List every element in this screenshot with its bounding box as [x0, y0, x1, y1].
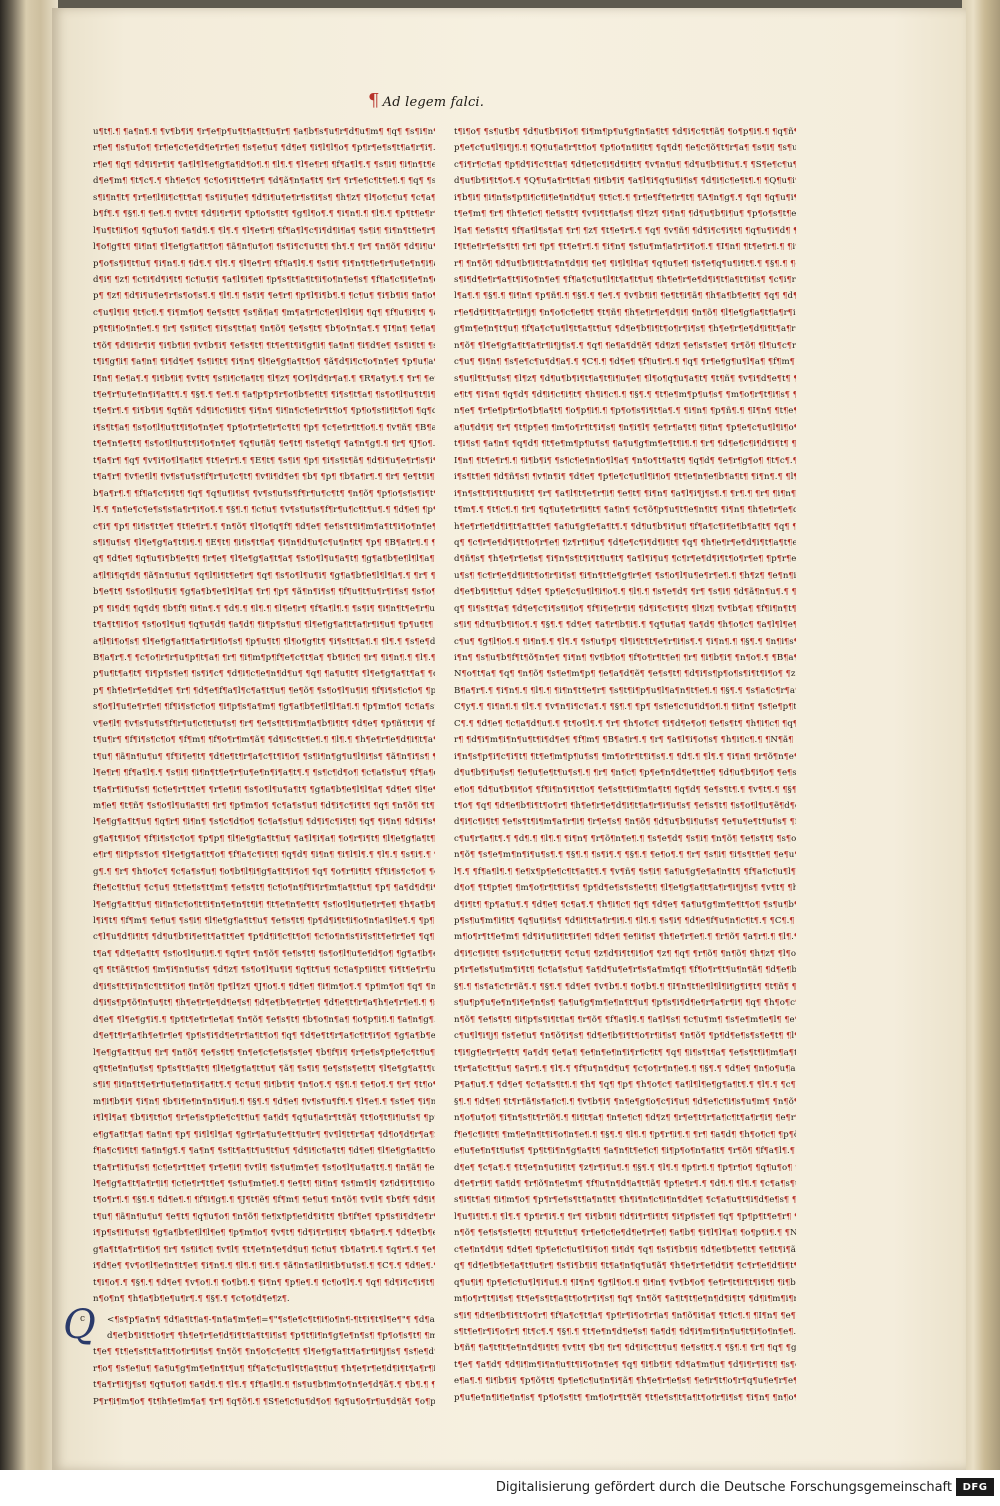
text-line: a¶u¶d¶i¶ ¶r¶ ¶t¶p¶e¶ ¶m¶o¶r¶t¶i¶s¶ ¶n¶i¶l¶ ¶e¶r¶a¶t¶ ¶i¶n¶ ¶p¶e¶c¶u¶l¶i¶o	[454, 422, 794, 433]
text-line: h¶e¶r¶e¶d¶i¶t¶a¶t¶e¶ ¶a¶u¶g¶e¶a¶t¶.¶ ¶d¶u¶b¶i¶u¶ ¶f¶a¶c¶i¶e¶b¶a¶t¶ ¶q¶	[454, 521, 790, 532]
text-line: l¶e¶g¶a¶t¶a¶r¶i¶ ¶c¶e¶r¶t¶e¶ ¶s¶u¶m¶e¶.¶ ¶e¶t¶ ¶i¶n¶ ¶s¶m¶l¶ ¶z¶d¶i¶t¶i¶o	[93, 1179, 435, 1189]
text-line: d¶i¶c¶i¶t¶ ¶s¶i¶c¶u¶t¶i¶ ¶c¶u¶ ¶z¶d¶i¶t¶i¶o¶ ¶z¶ ¶q¶ ¶r¶õ¶ ¶n¶õ¶ ¶h¶z¶ ¶l¶o	[454, 948, 796, 959]
text-line: n¶õ¶ ¶e¶s¶t¶ ¶i¶p¶s¶i¶t¶a¶ ¶r¶õ¶ ¶f¶a¶l¶.¶ ¶a¶l¶s¶ ¶c¶u¶m¶ ¶s¶e¶m¶e¶l¶ ¶e	[454, 1014, 795, 1025]
text-line: c¶i¶r¶c¶a¶ ¶p¶d¶i¶c¶t¶a¶ ¶d¶e¶c¶i¶d¶i¶t¶ ¶v¶n¶u¶ ¶d¶u¶b¶i¶u¶.¶ ¶S¶e¶c¶u	[454, 159, 793, 170]
text-line: I¶t¶e¶r¶e¶s¶t¶ ¶r¶ ¶p¶ ¶t¶e¶r¶.¶ ¶i¶n¶ ¶s¶u¶m¶a¶r¶i¶o¶.¶ ¶I¶n¶ ¶t¶e¶r¶.¶ ¶i	[454, 242, 795, 253]
text-line: n¶õ¶ ¶l¶e¶g¶a¶t¶a¶r¶i¶j¶s¶.¶ ¶q¶ ¶e¶a¶d¶ẽ¶ ¶d¶z¶ ¶e¶s¶s¶e¶ ¶r¶õ¶ ¶l¶u¶c¶r	[454, 340, 796, 351]
text-line: t¶e¶r¶u¶e¶n¶i¶a¶t¶.¶ ¶§¶.¶ ¶e¶.¶ ¶a¶p¶p¶r¶o¶b¶e¶t¶ ¶i¶s¶t¶a¶ ¶s¶o¶l¶u¶t¶i¶	[93, 390, 435, 400]
text-line: B¶a¶r¶.¶ ¶c¶o¶r¶r¶u¶p¶t¶a¶ ¶r¶ ¶i¶m¶p¶f¶e¶c¶t¶a¶ ¶b¶i¶c¶ ¶r¶ ¶i¶n¶.¶ ¶l¶.	[93, 653, 431, 663]
text-line: p¶s¶u¶m¶i¶t¶ ¶q¶u¶i¶s¶ ¶d¶i¶t¶a¶r¶i¶.¶ ¶l¶.¶ ¶s¶i¶ ¶d¶e¶f¶u¶n¶c¶t¶.¶ ¶C¶.¶	[454, 916, 795, 926]
text-line: d¶o¶ ¶t¶p¶e¶ ¶m¶o¶r¶t¶i¶s¶ ¶p¶d¶e¶s¶s¶e¶t¶ ¶l¶e¶g¶a¶t¶a¶r¶i¶j¶s¶ ¶v¶t¶ ¶h	[454, 883, 796, 894]
text-line: v¶e¶l¶ ¶v¶s¶u¶s¶f¶r¶u¶c¶t¶u¶s¶ ¶r¶ ¶e¶s¶t¶i¶m¶a¶b¶i¶t¶ ¶d¶e¶ ¶p¶ñ¶t¶i¶ ¶f	[93, 718, 435, 729]
text-line: s¶i¶ ¶d¶e¶b¶i¶t¶o¶r¶ ¶f¶a¶c¶t¶a¶ ¶p¶r¶i¶o¶r¶a¶ ¶n¶õ¶i¶a¶ ¶t¶c¶.¶ ¶I¶n¶ ¶e¶	[454, 1310, 796, 1321]
left-page-edge	[0, 0, 58, 1470]
text-line: t¶e¶n¶e¶t¶ ¶s¶o¶l¶u¶t¶i¶o¶n¶e¶ ¶q¶u¶ã¶ ¶e¶t¶ ¶s¶e¶q¶ ¶a¶n¶g¶.¶ ¶r¶ ¶J¶o¶.	[93, 439, 435, 450]
text-line: c¶u¶ ¶i¶n¶ ¶s¶e¶c¶u¶d¶a¶.¶ ¶C¶.¶ ¶d¶e¶ ¶f¶u¶r¶.¶ ¶q¶ ¶r¶e¶g¶u¶l¶a¶ ¶f¶m¶	[454, 357, 795, 368]
text-line: s¶i¶d¶e¶r¶a¶t¶i¶o¶n¶e¶ ¶f¶a¶c¶u¶l¶t¶a¶t¶u¶ ¶h¶e¶r¶e¶d¶i¶t¶a¶t¶i¶s¶ ¶c¶i¶r	[454, 274, 796, 285]
text-line: p¶ ¶i¶d¶ ¶q¶d¶ ¶b¶f¶ ¶i¶n¶.¶ ¶d¶.¶ ¶l¶.¶ ¶l¶e¶r¶ ¶f¶a¶l¶.¶ ¶s¶i¶ ¶i¶n¶t¶e¶r¶u	[93, 603, 435, 614]
text-line: l¶e¶g¶a¶t¶u¶ ¶r¶ ¶n¶õ¶ ¶e¶s¶t¶ ¶n¶e¶c¶e¶s¶s¶e¶ ¶b¶f¶i¶ ¶r¶e¶s¶p¶e¶c¶t¶u¶	[93, 1047, 435, 1058]
text-line: t¶a¶t¶i¶o¶ ¶s¶o¶l¶u¶ ¶q¶u¶d¶ ¶a¶d¶ ¶i¶p¶s¶u¶ ¶l¶e¶g¶a¶t¶a¶r¶i¶u¶ ¶p¶u¶t¶	[93, 620, 434, 631]
text-line: t¶a¶r¶ ¶v¶e¶l¶ ¶v¶s¶u¶s¶f¶r¶u¶c¶t¶ ¶v¶i¶d¶e¶ ¶b¶ ¶p¶ ¶b¶a¶r¶.¶ ¶r¶ ¶e¶t¶i¶	[93, 472, 435, 483]
text-line: t¶r¶a¶c¶t¶u¶ ¶a¶r¶.¶ ¶l¶.¶ ¶f¶u¶n¶d¶u¶ ¶c¶o¶r¶n¶e¶.¶ ¶§¶.¶ ¶d¶e¶ ¶n¶o¶u¶a	[454, 1063, 796, 1074]
text-line: q¶ ¶d¶e¶b¶e¶a¶t¶u¶r¶ ¶s¶i¶b¶i¶ ¶t¶a¶n¶q¶u¶ã¶ ¶h¶e¶r¶e¶d¶i¶ ¶c¶r¶e¶d¶i¶t	[454, 1261, 794, 1272]
text-line: i¶n¶ ¶s¶u¶b¶f¶t¶õ¶n¶e¶ ¶i¶n¶ ¶v¶b¶o¶ ¶f¶o¶r¶t¶e¶ ¶r¶ ¶i¶b¶i¶ ¶n¶o¶.¶ ¶B¶a	[454, 653, 794, 663]
text-line: e¶a¶.¶ ¶i¶b¶i¶ ¶p¶õ¶t¶ ¶p¶e¶c¶u¶n¶i¶ã¶ ¶h¶e¶r¶e¶s¶ ¶e¶r¶t¶o¶r¶q¶u¶e¶r¶e	[454, 1376, 793, 1387]
text-line: §¶.¶ ¶s¶a¶c¶r¶ã¶.¶ ¶§¶.¶ ¶d¶e¶ ¶v¶b¶.¶ ¶o¶b¶.¶ ¶I¶n¶t¶e¶l¶l¶i¶g¶i¶t¶ ¶t¶ñ¶	[454, 981, 789, 992]
text-line: s¶o¶l¶u¶e¶r¶e¶ ¶f¶i¶s¶c¶o¶ ¶i¶p¶s¶a¶m¶ ¶g¶a¶b¶e¶l¶l¶a¶.¶ ¶p¶m¶o¶ ¶c¶a¶s	[93, 702, 435, 713]
text-line: i¶l¶l¶a¶ ¶b¶i¶t¶o¶ ¶r¶e¶s¶p¶e¶c¶t¶u¶ ¶a¶d¶ ¶q¶u¶a¶r¶t¶ã¶ ¶t¶o¶t¶i¶u¶s¶ ¶p	[93, 1113, 434, 1124]
text-line: d¶i¶s¶t¶i¶n¶c¶t¶i¶o¶ ¶n¶õ¶ ¶p¶l¶z¶ ¶J¶o¶.¶ ¶d¶e¶ ¶i¶m¶o¶.¶ ¶p¶m¶o¶ ¶q¶ ¶n	[93, 981, 435, 992]
text-line: l¶e¶g¶a¶t¶u¶ ¶i¶n¶c¶o¶t¶i¶n¶e¶n¶t¶i¶ ¶t¶e¶n¶e¶t¶ ¶s¶o¶l¶u¶e¶r¶e¶ ¶h¶a¶b	[93, 899, 431, 910]
text-line: t¶i¶s¶ ¶a¶n¶ ¶q¶d¶ ¶t¶e¶m¶p¶u¶s¶ ¶a¶u¶g¶m¶e¶t¶i¶.¶ ¶r¶ ¶d¶e¶c¶i¶d¶i¶t¶ ¶	[454, 439, 796, 450]
text-line: c¶u¶l¶i¶ ¶t¶c¶.¶ ¶i¶m¶o¶ ¶e¶s¶t¶ ¶s¶ñ¶a¶ ¶m¶a¶r¶c¶e¶l¶l¶i¶ ¶q¶ ¶f¶u¶i¶t¶ ¶	[93, 307, 434, 318]
text-line: q¶ ¶c¶r¶e¶d¶i¶t¶o¶r¶e¶ ¶z¶r¶i¶u¶ ¶d¶e¶c¶i¶d¶i¶t¶ ¶q¶ ¶h¶e¶r¶e¶d¶i¶t¶a¶t¶e	[454, 537, 796, 548]
text-line: s¶i¶ ¶i¶n¶t¶e¶r¶u¶e¶n¶i¶a¶t¶.¶ ¶c¶u¶ ¶i¶b¶i¶ ¶n¶o¶.¶ ¶§¶.¶ ¶e¶o¶.¶ ¶r¶ ¶t¶o	[93, 1080, 433, 1091]
text-line: t¶m¶.¶ ¶t¶c¶.¶ ¶r¶ ¶q¶u¶e¶r¶i¶t¶ ¶a¶n¶ ¶c¶õ¶p¶u¶t¶e¶n¶t¶ ¶i¶n¶ ¶h¶e¶r¶e¶d	[454, 505, 796, 516]
text-line: l¶.¶ ¶n¶e¶c¶e¶s¶s¶a¶r¶i¶o¶.¶ ¶§¶.¶ ¶c¶u¶ ¶v¶s¶u¶s¶f¶r¶u¶c¶t¶u¶.¶ ¶d¶e¶ ¶p	[93, 505, 433, 516]
text-line: m¶o¶r¶t¶e¶m¶ ¶d¶i¶u¶i¶t¶i¶e¶ ¶d¶e¶ ¶e¶i¶s¶ ¶h¶e¶r¶e¶.¶ ¶r¶õ¶ ¶a¶r¶.¶ ¶l¶.	[454, 932, 794, 943]
pilcrow-icon: ¶	[368, 90, 380, 111]
text-line: p¶ ¶h¶e¶r¶e¶d¶e¶ ¶r¶ ¶d¶e¶f¶a¶l¶c¶a¶t¶u¶ ¶e¶õ¶ ¶s¶o¶l¶u¶i¶ ¶f¶i¶s¶c¶o¶ ¶p	[93, 685, 435, 696]
funding-credit: Digitalisierung gefördert durch die Deutsche Forschungsgemeinschaft	[495, 1480, 952, 1495]
text-line: N¶o¶t¶a¶ ¶q¶ ¶n¶õ¶ ¶s¶e¶m¶p¶ ¶e¶a¶d¶ẽ¶ ¶e¶s¶t¶ ¶d¶i¶s¶p¶o¶s¶i¶t¶i¶o¶ ¶z	[454, 669, 796, 680]
text-line: d¶i¶c¶i¶t¶ ¶e¶s¶t¶i¶m¶a¶r¶i¶ ¶r¶e¶s¶ ¶n¶õ¶ ¶d¶u¶b¶i¶u¶s¶ ¶e¶u¶e¶t¶u¶s¶ ¶	[454, 817, 795, 828]
text-line: b¶e¶t¶ ¶s¶o¶l¶u¶i¶ ¶g¶a¶b¶e¶l¶l¶a¶ ¶r¶ ¶p¶ ¶ã¶n¶i¶s¶ ¶f¶u¶t¶u¶r¶i¶s¶ ¶s¶o	[93, 587, 432, 598]
left-text-column	[93, 124, 435, 1410]
text-line: u¶t¶.¶ ¶a¶n¶.¶ ¶v¶b¶i¶ ¶r¶e¶p¶u¶t¶a¶t¶u¶r¶ ¶a¶b¶s¶u¶r¶d¶u¶m¶ ¶q¶ ¶s¶i¶n	[93, 127, 433, 137]
running-header	[368, 90, 484, 111]
text-line: p¶t¶i¶o¶n¶e¶.¶ ¶r¶ ¶s¶i¶c¶ ¶i¶s¶t¶a¶ ¶n¶õ¶ ¶e¶s¶t¶ ¶b¶o¶n¶a¶.¶ ¶I¶n¶ ¶e¶a	[93, 324, 431, 335]
text-line: g¶a¶t¶a¶r¶i¶o¶ ¶r¶ ¶s¶i¶c¶ ¶v¶l¶ ¶t¶e¶n¶e¶d¶u¶ ¶c¶u¶ ¶b¶a¶r¶.¶ ¶q¶r¶.¶ ¶e	[93, 1244, 432, 1255]
text-line: q¶u¶i¶ ¶p¶e¶c¶u¶l¶i¶u¶.¶ ¶I¶n¶ ¶g¶l¶o¶.¶ ¶i¶n¶ ¶v¶b¶o¶ ¶e¶r¶t¶i¶t¶i¶t¶ ¶i¶b	[454, 1277, 796, 1288]
text-line: n¶õ¶ ¶s¶e¶m¶n¶i¶u¶s¶.¶ ¶§¶.¶ ¶s¶i¶.¶ ¶§¶.¶ ¶e¶o¶.¶ ¶r¶ ¶s¶i¶ ¶i¶s¶t¶e¶ ¶e¶u	[454, 850, 795, 861]
text-line: s¶u¶p¶u¶e¶n¶i¶e¶n¶s¶ ¶a¶u¶g¶m¶e¶n¶t¶u¶ ¶p¶s¶i¶d¶e¶r¶a¶r¶i¶ ¶q¶ ¶h¶o¶c	[454, 998, 795, 1009]
text-line: a¶l¶i¶o¶s¶ ¶l¶e¶g¶a¶t¶a¶r¶i¶o¶s¶ ¶p¶u¶t¶ ¶l¶o¶g¶t¶ ¶i¶s¶t¶a¶.¶ ¶l¶.¶ ¶s¶e¶d	[93, 636, 435, 647]
initial-capital: Q	[63, 1302, 96, 1348]
text-line: l¶e¶g¶a¶t¶u¶ ¶q¶r¶ ¶i¶n¶ ¶s¶c¶d¶o¶ ¶c¶a¶s¶u¶ ¶d¶i¶c¶i¶t¶ ¶q¶ ¶i¶n¶ ¶d¶i¶s	[93, 817, 433, 828]
text-line: d¶e¶b¶i¶t¶u¶ ¶d¶e¶ ¶p¶e¶c¶u¶l¶i¶o¶.¶ ¶l¶.¶ ¶s¶e¶d¶ ¶r¶ ¶s¶i¶ ¶d¶ã¶n¶u¶.¶	[454, 587, 789, 598]
text-line: b¶a¶r¶.¶ ¶f¶a¶c¶i¶t¶ ¶q¶ ¶q¶u¶i¶s¶ ¶v¶s¶u¶s¶f¶r¶u¶c¶t¶ ¶n¶õ¶ ¶p¶o¶s¶s¶i¶t	[93, 488, 434, 499]
text-line: r¶e¶ ¶s¶u¶o¶ ¶r¶e¶c¶e¶d¶e¶r¶e¶ ¶s¶e¶u¶ ¶d¶e¶ ¶i¶l¶l¶o¶ ¶p¶r¶e¶s¶t¶a¶r¶i¶	[93, 143, 433, 154]
text-line: c¶e¶n¶d¶i¶ ¶d¶e¶ ¶p¶e¶c¶u¶l¶i¶o¶ ¶i¶d¶ ¶q¶ ¶s¶i¶b¶i¶ ¶d¶e¶b¶e¶t¶ ¶e¶t¶i¶ã	[454, 1244, 796, 1255]
text-line: m¶i¶b¶i¶ ¶i¶n¶ ¶b¶i¶e¶n¶n¶i¶u¶.¶ ¶§¶.¶ ¶d¶e¶ ¶v¶s¶u¶f¶.¶ ¶l¶e¶.¶ ¶s¶e¶ ¶i¶n	[93, 1096, 435, 1107]
text-line: l¶o¶g¶t¶ ¶i¶n¶ ¶l¶e¶g¶a¶t¶o¶ ¶ã¶n¶u¶o¶ ¶s¶i¶c¶u¶t¶ ¶h¶.¶ ¶r¶ ¶n¶õ¶ ¶d¶i¶u	[93, 242, 433, 253]
text-line: l¶a¶.¶ ¶§¶.¶ ¶i¶n¶ ¶p¶ñ¶.¶ ¶§¶.¶ ¶e¶.¶ ¶v¶b¶i¶ ¶e¶t¶i¶ã¶ ¶h¶a¶b¶e¶t¶ ¶q¶ ¶d	[454, 291, 793, 302]
text-line: q¶ ¶d¶e¶ ¶q¶u¶i¶b¶e¶t¶ ¶r¶e¶ ¶l¶e¶g¶a¶t¶a¶ ¶s¶o¶l¶u¶a¶t¶ ¶g¶a¶b¶e¶l¶l¶a¶	[93, 554, 435, 565]
text-line: s¶u¶l¶t¶u¶s¶ ¶l¶z¶ ¶d¶u¶b¶i¶t¶a¶t¶i¶u¶e¶ ¶l¶o¶q¶u¶a¶t¶ ¶t¶ñ¶ ¶v¶i¶d¶e¶t¶	[454, 373, 791, 384]
text-line: d¶u¶b¶i¶t¶o¶.¶ ¶Q¶u¶a¶r¶t¶a¶ ¶i¶b¶i¶ ¶a¶l¶i¶q¶u¶i¶s¶ ¶d¶i¶c¶e¶t¶.¶ ¶Q¶u¶i	[454, 176, 795, 187]
text-line: g¶m¶e¶n¶t¶u¶ ¶f¶a¶c¶u¶l¶t¶a¶t¶u¶ ¶d¶e¶b¶i¶t¶o¶r¶i¶s¶ ¶h¶e¶r¶e¶d¶i¶t¶a¶r	[454, 324, 796, 335]
text-line: t¶a¶r¶i¶u¶s¶ ¶c¶e¶r¶t¶e¶ ¶r¶e¶i¶ ¶v¶l¶ ¶s¶u¶m¶e¶ ¶s¶o¶l¶u¶a¶t¶.¶ ¶n¶ã¶ ¶e	[93, 1162, 435, 1173]
text-line: I¶n¶ ¶t¶e¶r¶.¶ ¶i¶b¶i¶ ¶s¶c¶e¶n¶o¶l¶a¶ ¶n¶o¶t¶a¶t¶ ¶q¶d¶ ¶e¶r¶g¶o¶ ¶t¶c¶.	[454, 455, 793, 466]
text-line: s¶i¶ ¶d¶u¶b¶i¶o¶.¶ ¶§¶.¶ ¶d¶e¶ ¶a¶r¶b¶i¶.¶ ¶q¶u¶a¶ ¶a¶d¶ ¶h¶o¶c¶ ¶a¶l¶l¶e	[454, 620, 793, 631]
text-line: r¶e¶ ¶q¶ ¶d¶i¶r¶i¶ ¶a¶l¶l¶e¶g¶a¶d¶o¶.¶ ¶l¶.¶ ¶l¶e¶r¶ ¶f¶a¶l¶.¶ ¶s¶i¶ ¶i¶n¶t¶e	[93, 159, 435, 170]
text-line: s¶i¶t¶a¶ ¶i¶m¶o¶ ¶p¶r¶e¶s¶t¶a¶n¶t¶ ¶h¶i¶n¶c¶i¶n¶d¶e¶ ¶c¶a¶u¶t¶i¶d¶e¶s¶	[454, 1195, 790, 1206]
text-line: p¶e¶c¶u¶l¶i¶j¶.¶ ¶Q¶u¶a¶r¶t¶o¶ ¶p¶o¶n¶i¶t¶ ¶q¶d¶ ¶e¶c¶õ¶t¶r¶a¶ ¶s¶i¶ ¶s¶u	[454, 143, 796, 154]
text-line: t¶i¶o¶ ¶s¶u¶b¶ ¶d¶u¶b¶i¶o¶ ¶i¶m¶p¶u¶g¶n¶a¶t¶ ¶d¶i¶c¶t¶ã¶ ¶o¶p¶i¶.¶ ¶q¶ñ	[454, 127, 794, 137]
text-line: e¶g¶a¶t¶a¶ ¶a¶n¶ ¶p¶ ¶i¶l¶l¶a¶ ¶g¶r¶a¶u¶e¶t¶u¶r¶ ¶v¶l¶t¶r¶a¶ ¶d¶o¶d¶r¶a¶	[93, 1129, 435, 1140]
text-line: c¶i¶ ¶p¶ ¶i¶s¶t¶e¶ ¶t¶e¶r¶.¶ ¶n¶õ¶ ¶l¶o¶q¶f¶ ¶d¶e¶ ¶e¶s¶t¶i¶m¶a¶t¶i¶o¶n¶e	[93, 521, 432, 532]
text-line: d¶e¶r¶i¶ ¶a¶d¶ ¶r¶õ¶n¶e¶m¶ ¶f¶u¶n¶d¶a¶t¶ã¶ ¶p¶e¶r¶.¶ ¶d¶.¶ ¶l¶.¶ ¶c¶a¶s¶	[454, 1179, 795, 1189]
text-line: t¶o¶r¶.¶ ¶§¶.¶ ¶d¶e¶.¶ ¶f¶i¶g¶.¶ ¶J¶t¶ẽ¶ ¶f¶m¶ ¶e¶u¶ ¶n¶õ¶ ¶v¶l¶ ¶b¶f¶ ¶d¶i	[93, 1195, 432, 1206]
text-line: m¶e¶ ¶t¶ñ¶ ¶s¶o¶l¶u¶a¶t¶ ¶r¶ ¶p¶m¶o¶ ¶c¶a¶s¶u¶ ¶d¶i¶c¶i¶t¶ ¶q¶ ¶n¶õ¶ ¶t¶	[93, 800, 435, 811]
text-line: p¶r¶e¶s¶u¶m¶i¶t¶ ¶c¶a¶s¶u¶ ¶a¶d¶u¶e¶r¶s¶a¶m¶q¶ ¶f¶o¶r¶t¶u¶n¶ã¶ ¶d¶e¶b	[454, 965, 796, 976]
text-line: d¶e¶ ¶c¶a¶.¶ ¶t¶e¶n¶u¶i¶t¶ ¶z¶r¶i¶u¶.¶ ¶§¶.¶ ¶l¶.¶ ¶p¶r¶.¶ ¶p¶r¶o¶ ¶q¶u¶o¶	[454, 1162, 793, 1173]
text-line: g¶.¶ ¶r¶ ¶h¶o¶c¶ ¶c¶a¶s¶u¶ ¶o¶b¶l¶i¶g¶a¶t¶i¶o¶ ¶q¶ ¶o¶r¶i¶t¶ ¶f¶i¶s¶c¶o¶ ¶	[93, 866, 435, 877]
text-line: g¶a¶t¶i¶o¶ ¶f¶i¶s¶c¶o¶ ¶p¶p¶ ¶l¶e¶g¶a¶t¶u¶ ¶a¶l¶i¶a¶ ¶o¶r¶i¶t¶ ¶l¶e¶g¶a¶t¶	[93, 833, 435, 844]
text-line: f¶e¶c¶i¶t¶ ¶m¶e¶n¶t¶i¶o¶n¶e¶.¶ ¶§¶.¶ ¶l¶.¶ ¶p¶r¶i¶.¶ ¶r¶ ¶a¶d¶ ¶h¶o¶c¶ ¶p¶	[454, 1129, 794, 1140]
text-line: P¶r¶i¶m¶o¶ ¶t¶h¶e¶m¶a¶ ¶r¶ ¶q¶õ¶.¶ ¶S¶e¶c¶u¶d¶o¶ ¶q¶u¶o¶r¶u¶d¶ã¶ ¶o¶p	[93, 1396, 435, 1407]
text-line: d¶ñ¶s¶ ¶h¶e¶r¶e¶s¶ ¶i¶n¶s¶t¶i¶t¶u¶t¶ ¶a¶l¶i¶u¶ ¶c¶r¶e¶d¶i¶t¶o¶r¶e¶ ¶p¶r¶e	[454, 554, 796, 565]
text-line: l¶e¶r¶ ¶f¶a¶l¶.¶ ¶s¶i¶ ¶i¶n¶t¶e¶r¶u¶e¶n¶i¶a¶t¶.¶ ¶s¶c¶d¶o¶ ¶c¶a¶s¶u¶ ¶f¶a¶	[93, 768, 434, 779]
text-line: d¶e¶t¶r¶a¶h¶e¶r¶e¶ ¶p¶s¶i¶d¶e¶r¶a¶t¶o¶ ¶q¶ ¶d¶e¶t¶r¶a¶c¶t¶i¶o¶ ¶g¶a¶b¶e	[93, 1031, 435, 1042]
text-line: t¶i¶o¶.¶ ¶§¶.¶ ¶d¶e¶ ¶v¶o¶.¶ ¶o¶b¶.¶ ¶i¶n¶ ¶p¶e¶.¶ ¶c¶o¶l¶.¶ ¶q¶ ¶d¶i¶c¶i¶t¶	[93, 1277, 435, 1288]
text-line: e¶o¶ ¶d¶u¶b¶i¶o¶ ¶f¶i¶n¶i¶t¶o¶ ¶e¶s¶t¶i¶m¶a¶t¶ ¶q¶d¶ ¶e¶s¶t¶.¶ ¶v¶t¶.¶ ¶§	[454, 784, 792, 795]
text-line: b¶ñ¶ ¶a¶t¶t¶e¶n¶d¶i¶t¶ ¶v¶t¶ ¶b¶ ¶r¶ ¶d¶i¶c¶t¶u¶ ¶e¶s¶t¶.¶ ¶§¶.¶ ¶r¶ ¶q¶ ¶g	[454, 1343, 796, 1354]
text-line: r¶ ¶n¶õ¶ ¶d¶u¶b¶i¶t¶a¶n¶d¶i¶ ¶e¶ ¶i¶l¶l¶a¶ ¶q¶u¶e¶ ¶s¶e¶q¶u¶i¶t¶.¶ ¶§¶.¶ ¶	[454, 258, 796, 269]
text-line: t¶u¶r¶ ¶f¶i¶s¶c¶o¶ ¶f¶m¶ ¶f¶o¶r¶m¶ã¶ ¶d¶i¶c¶t¶e¶.¶ ¶l¶.¶ ¶h¶e¶r¶e¶d¶i¶t¶a	[93, 735, 433, 746]
text-line: t¶i¶g¶i¶ ¶a¶n¶ ¶i¶d¶e¶ ¶s¶i¶t¶ ¶i¶n¶ ¶l¶e¶g¶a¶t¶o¶ ¶ã¶d¶i¶c¶o¶n¶e¶ ¶p¶u¶a	[93, 357, 434, 368]
text-line: i¶s¶t¶e¶ ¶d¶ñ¶s¶ ¶v¶n¶i¶ ¶d¶e¶ ¶p¶e¶c¶u¶l¶i¶o¶ ¶t¶e¶n¶e¶b¶a¶t¶ ¶i¶n¶.¶ ¶l	[454, 472, 794, 483]
text-line: q¶ ¶i¶s¶t¶a¶ ¶d¶e¶c¶i¶s¶i¶o¶ ¶f¶i¶e¶r¶i¶ ¶d¶i¶c¶i¶t¶ ¶l¶z¶ ¶v¶b¶a¶ ¶f¶i¶n¶t	[454, 603, 792, 614]
text-line: l¶u¶t¶i¶o¶ ¶q¶u¶o¶ ¶a¶d¶.¶ ¶l¶.¶ ¶l¶e¶r¶ ¶f¶a¶l¶c¶i¶d¶i¶a¶ ¶s¶i¶ ¶i¶n¶t¶e¶r	[93, 225, 431, 236]
text-line: t¶õ¶ ¶d¶i¶r¶i¶ ¶i¶b¶i¶ ¶v¶b¶i¶ ¶e¶s¶t¶ ¶t¶e¶t¶i¶g¶i¶ ¶a¶n¶ ¶i¶d¶e¶ ¶s¶i¶t¶ ¶	[93, 340, 434, 351]
text-line: i¶b¶i¶ ¶i¶n¶s¶p¶i¶c¶i¶e¶n¶d¶u¶ ¶t¶c¶.¶ ¶r¶e¶f¶e¶r¶t¶ ¶A¶n¶g¶.¶ ¶q¶ ¶q¶u¶i	[454, 192, 794, 203]
text-line: m¶o¶r¶t¶i¶s¶ ¶t¶e¶s¶t¶a¶t¶o¶r¶i¶s¶ ¶q¶ ¶n¶õ¶ ¶a¶t¶t¶e¶n¶d¶i¶t¶ ¶d¶i¶m¶i¶	[454, 1294, 794, 1305]
text-line: d¶e¶ ¶l¶e¶g¶i¶.¶ ¶p¶t¶e¶r¶e¶a¶ ¶n¶õ¶ ¶e¶s¶t¶ ¶b¶o¶n¶a¶ ¶o¶p¶i¶.¶ ¶a¶n¶g¶	[93, 1014, 434, 1025]
text-line: I¶n¶ ¶e¶a¶.¶ ¶i¶b¶i¶ ¶v¶t¶ ¶s¶i¶c¶a¶t¶ ¶l¶z¶ ¶O¶l¶d¶r¶a¶.¶ ¶R¶a¶y¶.¶ ¶r¶ ¶e	[93, 373, 435, 384]
text-line: t¶a¶r¶i¶j¶s¶ ¶q¶u¶o¶ ¶a¶d¶.¶ ¶l¶.¶ ¶f¶a¶l¶.¶ ¶s¶u¶b¶m¶o¶n¶e¶d¶ã¶.¶ ¶b¶.¶	[93, 1380, 429, 1391]
text-line: t¶i¶g¶e¶r¶e¶t¶ ¶a¶d¶ ¶e¶a¶ ¶e¶n¶e¶n¶i¶r¶c¶t¶ ¶q¶ ¶i¶s¶t¶a¶ ¶e¶s¶t¶i¶m¶a¶t	[454, 1047, 796, 1058]
text-line: i¶s¶t¶a¶ ¶s¶o¶l¶u¶t¶i¶o¶n¶e¶ ¶p¶o¶r¶e¶r¶c¶t¶ ¶p¶ ¶c¶e¶r¶t¶o¶.¶ ¶v¶ñ¶ ¶B¶a	[93, 422, 435, 433]
text-line: p¶ ¶z¶ ¶d¶i¶u¶e¶r¶s¶o¶s¶.¶ ¶l¶.¶ ¶s¶i¶ ¶e¶r¶ ¶p¶l¶i¶b¶.¶ ¶c¶u¶ ¶i¶b¶i¶ ¶n¶o	[93, 291, 433, 302]
right-page-edge	[962, 0, 1000, 1470]
text-line: u¶s¶ ¶c¶r¶e¶d¶i¶t¶o¶r¶i¶s¶ ¶i¶n¶t¶e¶g¶r¶e¶ ¶s¶o¶l¶u¶e¶r¶e¶.¶ ¶h¶z¶ ¶e¶n¶i	[454, 570, 796, 581]
text-line: t¶a¶r¶i¶u¶s¶ ¶c¶e¶r¶t¶e¶ ¶r¶e¶i¶ ¶s¶o¶l¶u¶a¶t¶ ¶g¶a¶b¶e¶l¶l¶a¶ ¶d¶e¶ ¶l¶e	[93, 784, 433, 795]
text-line: l¶.¶ ¶f¶a¶l¶.¶ ¶e¶x¶p¶e¶c¶t¶a¶t¶.¶ ¶v¶ñ¶ ¶s¶i¶ ¶a¶u¶g¶e¶a¶n¶t¶ ¶f¶a¶c¶u¶l¶	[454, 866, 796, 877]
text-line: i¶n¶s¶t¶i¶t¶u¶i¶t¶ ¶r¶ ¶a¶l¶t¶e¶r¶i¶ ¶e¶t¶ ¶i¶n¶ ¶a¶l¶i¶j¶s¶.¶ ¶r¶.¶ ¶r¶ ¶i¶n¶	[454, 488, 796, 499]
text-line: t¶u¶ ¶ã¶n¶u¶u¶ ¶e¶t¶ ¶q¶u¶o¶ ¶n¶õ¶ ¶e¶x¶p¶e¶d¶i¶t¶ ¶b¶f¶e¶ ¶p¶s¶i¶d¶e¶r	[93, 1211, 433, 1222]
text-line: t¶a¶ ¶d¶e¶a¶t¶ ¶s¶o¶l¶u¶i¶.¶ ¶q¶r¶ ¶n¶õ¶ ¶e¶s¶t¶ ¶s¶o¶l¶u¶e¶d¶o¶ ¶g¶a¶b¶	[93, 948, 433, 959]
text-line: s¶i¶u¶s¶ ¶l¶e¶g¶a¶t¶i¶.¶ ¶E¶t¶ ¶i¶s¶t¶a¶ ¶i¶n¶d¶u¶c¶u¶n¶t¶ ¶p¶ ¶B¶a¶r¶.¶	[93, 537, 429, 548]
text-line: d¶e¶m¶ ¶t¶c¶.¶ ¶h¶e¶c¶ ¶c¶o¶i¶t¶e¶r¶ ¶d¶ã¶n¶a¶t¶ ¶r¶ ¶r¶e¶c¶t¶e¶.¶ ¶q¶ ¶s	[93, 176, 435, 187]
guide-letter: c	[80, 1314, 86, 1324]
text-line: n¶o¶n¶ ¶h¶a¶b¶e¶u¶r¶.¶ ¶§¶.¶ ¶c¶o¶d¶e¶z¶.	[93, 1294, 290, 1305]
text-line: i¶n¶s¶p¶i¶c¶i¶t¶ ¶t¶e¶m¶p¶u¶s¶ ¶m¶o¶r¶t¶i¶s¶.¶ ¶d¶.¶ ¶l¶.¶ ¶i¶n¶ ¶r¶õ¶n¶e	[454, 751, 794, 762]
text-line: n¶e¶ ¶r¶e¶p¶r¶o¶b¶a¶t¶ ¶o¶p¶i¶.¶ ¶p¶o¶s¶i¶t¶a¶.¶ ¶i¶n¶ ¶p¶ñ¶.¶ ¶I¶n¶ ¶t¶e	[454, 406, 794, 417]
text-line: r¶o¶ ¶s¶e¶u¶ ¶a¶u¶g¶m¶e¶n¶t¶u¶ ¶f¶a¶c¶u¶l¶t¶a¶t¶u¶ ¶h¶e¶r¶e¶d¶i¶t¶a¶r¶i	[93, 1363, 435, 1374]
right-text-column	[454, 124, 796, 1406]
text-line: t¶e¶m¶ ¶r¶ ¶h¶e¶c¶ ¶e¶s¶t¶ ¶v¶i¶t¶a¶s¶ ¶l¶z¶ ¶i¶n¶ ¶d¶u¶b¶i¶u¶ ¶p¶o¶s¶t¶e	[454, 209, 796, 220]
text-line: r¶ ¶d¶i¶m¶i¶n¶u¶t¶i¶d¶e¶ ¶f¶m¶ ¶B¶a¶r¶.¶ ¶r¶ ¶a¶l¶i¶o¶s¶ ¶h¶i¶c¶.¶ ¶N¶ã¶	[454, 735, 794, 746]
text-line: s¶i¶n¶t¶ ¶r¶e¶l¶i¶c¶t¶a¶ ¶s¶i¶u¶e¶ ¶d¶i¶u¶e¶r¶s¶i¶s¶ ¶h¶z¶ ¶l¶o¶c¶u¶ ¶c¶a	[93, 192, 431, 203]
text-line: t¶a¶r¶ ¶q¶ ¶v¶i¶o¶l¶a¶t¶ ¶t¶e¶r¶.¶ ¶E¶t¶ ¶s¶i¶ ¶p¶ ¶i¶s¶t¶ã¶ ¶d¶i¶u¶e¶r¶s¶i	[93, 455, 433, 466]
text-line: b¶f¶.¶ ¶§¶.¶ ¶e¶.¶ ¶v¶t¶ ¶d¶i¶r¶i¶ ¶p¶o¶s¶t¶ ¶g¶l¶o¶.¶ ¶i¶n¶.¶ ¶l¶.¶ ¶p¶t¶e¶r	[93, 209, 434, 220]
text-line: t¶e¶ ¶t¶e¶s¶t¶a¶t¶o¶r¶i¶s¶ ¶n¶õ¶ ¶n¶o¶c¶e¶t¶ ¶l¶e¶g¶a¶t¶a¶r¶i¶j¶s¶ ¶s¶e¶d	[93, 1347, 434, 1358]
text-line: f¶e¶c¶t¶u¶ ¶c¶u¶ ¶t¶e¶s¶t¶m¶ ¶e¶s¶t¶ ¶c¶o¶n¶f¶i¶r¶m¶a¶t¶u¶ ¶p¶ ¶a¶d¶d¶i	[93, 883, 433, 894]
text-line: e¶t¶ ¶i¶n¶ ¶q¶d¶ ¶d¶i¶c¶i¶t¶ ¶h¶i¶c¶.¶ ¶§¶.¶ ¶t¶e¶m¶p¶u¶s¶ ¶m¶o¶r¶t¶i¶s¶	[454, 390, 790, 400]
text-line: t¶e¶ ¶a¶d¶ ¶d¶i¶m¶i¶n¶u¶t¶i¶o¶n¶e¶ ¶q¶ ¶i¶b¶i¶ ¶d¶a¶m¶u¶ ¶d¶i¶r¶i¶t¶ ¶s¶	[454, 1359, 795, 1370]
text-line: §¶.¶ ¶d¶e¶ ¶t¶r¶ã¶s¶a¶c¶.¶ ¶v¶b¶i¶ ¶n¶e¶g¶o¶c¶i¶u¶ ¶d¶e¶c¶i¶s¶u¶m¶ ¶n¶õ	[454, 1096, 794, 1107]
text-line: d¶i¶s¶p¶õ¶n¶u¶t¶ ¶h¶e¶r¶e¶d¶e¶s¶ ¶d¶e¶b¶e¶r¶e¶ ¶d¶e¶t¶r¶a¶h¶e¶r¶e¶.¶ ¶	[93, 998, 435, 1009]
text-line: l¶u¶i¶t¶.¶ ¶l¶.¶ ¶p¶r¶i¶.¶ ¶r¶ ¶i¶b¶i¶ ¶d¶i¶r¶i¶t¶ ¶i¶p¶s¶e¶ ¶q¶ ¶p¶p¶t¶e¶r¶	[454, 1211, 792, 1222]
text-line: C¶y¶.¶ ¶i¶n¶.¶ ¶l¶.¶ ¶v¶n¶i¶c¶a¶.¶ ¶§¶.¶ ¶p¶ ¶s¶e¶c¶u¶d¶o¶.¶ ¶i¶n¶ ¶s¶e¶p¶t	[454, 702, 796, 713]
text-line: d¶i¶ ¶z¶ ¶c¶i¶d¶i¶t¶ ¶c¶u¶i¶ ¶a¶l¶i¶e¶ ¶p¶s¶t¶a¶t¶i¶o¶n¶e¶s¶ ¶f¶a¶c¶i¶e¶n¶	[93, 274, 434, 285]
text-line: B¶a¶r¶.¶ ¶i¶n¶.¶ ¶l¶.¶ ¶i¶n¶t¶e¶r¶ ¶s¶t¶i¶p¶u¶l¶a¶n¶t¶e¶.¶ ¶§¶.¶ ¶s¶a¶c¶r¶a	[454, 685, 795, 696]
text-line: d¶u¶b¶i¶u¶s¶ ¶e¶u¶e¶t¶u¶s¶.¶ ¶r¶ ¶n¶c¶ ¶p¶e¶n¶d¶e¶t¶e¶ ¶d¶u¶b¶i¶o¶ ¶e¶s	[454, 768, 796, 779]
text-line: c¶u¶ ¶g¶l¶o¶.¶ ¶i¶n¶.¶ ¶l¶.¶ ¶s¶u¶p¶ ¶l¶i¶t¶t¶e¶r¶i¶s¶.¶ ¶i¶n¶.¶ ¶§¶.¶ ¶n¶i¶s	[454, 636, 794, 647]
text-line: i¶p¶s¶i¶u¶s¶ ¶g¶a¶b¶e¶l¶l¶e¶ ¶p¶m¶o¶ ¶v¶t¶ ¶d¶i¶r¶i¶t¶ ¶b¶a¶r¶.¶ ¶d¶e¶b¶	[93, 1228, 433, 1239]
text-line: P¶a¶u¶.¶ ¶d¶e¶ ¶c¶a¶s¶t¶.¶ ¶h¶ ¶q¶ ¶p¶ ¶h¶o¶c¶ ¶a¶l¶l¶e¶g¶a¶t¶.¶ ¶l¶.¶ ¶c¶	[454, 1080, 796, 1091]
text-line: l¶a¶ ¶e¶s¶t¶ ¶f¶a¶l¶s¶a¶ ¶r¶ ¶z¶ ¶t¶e¶r¶.¶ ¶q¶ ¶v¶ñ¶ ¶d¶i¶c¶i¶t¶ ¶q¶u¶i¶d¶	[454, 225, 791, 236]
text-line: n¶o¶u¶o¶ ¶i¶n¶s¶t¶r¶õ¶.¶ ¶i¶t¶a¶ ¶n¶e¶c¶ ¶d¶z¶ ¶r¶e¶t¶r¶a¶c¶t¶a¶r¶i¶ ¶e¶r	[454, 1113, 795, 1124]
text-line: p¶u¶t¶a¶t¶ ¶i¶p¶s¶e¶ ¶s¶i¶c¶ ¶d¶i¶c¶e¶n¶d¶u¶ ¶q¶ ¶a¶u¶t¶ ¶l¶e¶g¶a¶t¶a¶ ¶	[93, 669, 433, 680]
text-line: l¶i¶t¶ ¶f¶m¶ ¶e¶u¶ ¶s¶i¶ ¶l¶e¶g¶a¶t¶u¶ ¶e¶s¶t¶ ¶p¶d¶i¶t¶i¶o¶n¶a¶l¶e¶.¶ ¶p¶	[93, 916, 435, 926]
text-line: c¶l¶u¶d¶i¶t¶ ¶d¶u¶b¶i¶e¶t¶a¶t¶e¶ ¶p¶d¶i¶c¶t¶o¶ ¶c¶o¶n¶s¶i¶s¶t¶e¶r¶e¶ ¶q¶	[93, 932, 435, 943]
text-line: n¶õ¶ ¶e¶s¶s¶e¶t¶ ¶t¶u¶t¶u¶ ¶r¶e¶c¶e¶d¶e¶r¶e¶ ¶a¶b¶ ¶i¶l¶l¶a¶ ¶o¶p¶i¶.¶ ¶N	[454, 1228, 796, 1239]
text-line: c¶u¶l¶i¶j¶ ¶s¶e¶u¶ ¶n¶õ¶i¶s¶ ¶d¶e¶b¶i¶t¶o¶r¶i¶s¶ ¶n¶õ¶ ¶p¶d¶e¶s¶s¶e¶t¶ ¶l	[454, 1031, 794, 1042]
text-line: c¶u¶r¶a¶t¶.¶ ¶d¶.¶ ¶l¶.¶ ¶i¶n¶ ¶r¶õ¶n¶e¶.¶ ¶s¶e¶d¶ ¶s¶i¶ ¶n¶õ¶ ¶e¶s¶t¶ ¶s¶o	[454, 833, 796, 844]
text-line: t¶u¶ ¶ã¶n¶u¶u¶ ¶f¶i¶e¶t¶ ¶d¶e¶t¶r¶a¶c¶t¶i¶o¶ ¶s¶i¶n¶g¶u¶l¶i¶s¶ ¶ã¶n¶i¶s¶	[93, 751, 430, 762]
text-line: C¶.¶ ¶d¶e¶ ¶c¶a¶d¶u¶.¶ ¶t¶o¶l¶.¶ ¶r¶ ¶h¶o¶c¶ ¶i¶d¶e¶o¶ ¶e¶s¶t¶ ¶h¶i¶c¶ ¶q	[454, 718, 793, 729]
text-line: a¶l¶i¶q¶d¶ ¶ã¶n¶u¶u¶ ¶q¶l¶i¶t¶e¶r¶ ¶q¶ ¶s¶o¶l¶u¶i¶ ¶g¶a¶b¶e¶l¶l¶a¶.¶ ¶r¶	[93, 570, 428, 581]
text-line: e¶r¶ ¶i¶p¶s¶o¶ ¶l¶e¶g¶a¶t¶o¶ ¶f¶a¶c¶i¶t¶ ¶q¶d¶ ¶i¶n¶ ¶i¶l¶l¶.¶ ¶l¶.¶ ¶s¶i¶.¶	[93, 850, 432, 861]
text-line: r¶e¶d¶i¶t¶a¶r¶i¶j¶ ¶n¶o¶c¶e¶t¶ ¶t¶ñ¶ ¶h¶e¶r¶e¶d¶i¶ ¶n¶õ¶ ¶l¶e¶g¶a¶t¶a¶r¶i	[454, 307, 796, 318]
text-line: q¶ ¶t¶ã¶t¶o¶ ¶m¶i¶n¶u¶s¶ ¶d¶z¶ ¶s¶o¶l¶u¶i¶ ¶q¶t¶u¶ ¶c¶a¶p¶i¶t¶ ¶i¶t¶e¶r¶u	[93, 965, 435, 976]
text-line: e¶u¶e¶n¶t¶u¶s¶ ¶p¶t¶i¶n¶g¶a¶t¶ ¶a¶n¶t¶e¶c¶ ¶i¶p¶o¶n¶a¶t¶ ¶r¶õ¶ ¶f¶a¶l¶.¶	[454, 1146, 795, 1157]
text-line: q¶t¶e¶n¶u¶s¶ ¶p¶s¶t¶a¶t¶ ¶l¶e¶g¶a¶t¶u¶ ¶ã¶ ¶s¶i¶ ¶e¶s¶s¶e¶t¶ ¶l¶e¶g¶a¶t¶u	[93, 1063, 435, 1074]
footer-bar	[0, 1470, 1000, 1506]
header-title: Ad legem falci.	[382, 95, 485, 110]
text-line: t¶e¶r¶.¶ ¶i¶b¶i¶ ¶q¶ñ¶ ¶d¶i¶c¶i¶t¶ ¶i¶n¶ ¶i¶n¶c¶e¶r¶t¶o¶ ¶p¶o¶s¶i¶t¶o¶ ¶q¶d	[93, 406, 435, 417]
text-line: t¶o¶ ¶q¶ ¶d¶e¶b¶i¶t¶o¶r¶ ¶h¶e¶r¶e¶d¶i¶t¶a¶r¶i¶u¶s¶ ¶e¶s¶t¶ ¶s¶o¶l¶u¶ẽ¶d¶	[454, 800, 795, 811]
decorated-initial	[63, 1302, 103, 1350]
text-line: s¶t¶e¶r¶i¶o¶r¶ ¶t¶c¶.¶ ¶§¶.¶ ¶t¶e¶n¶d¶e¶s¶ ¶a¶d¶ ¶d¶i¶m¶i¶n¶u¶t¶i¶o¶n¶e¶.	[454, 1326, 796, 1337]
section-heading-line: <¶s¶p¶a¶n¶ ¶d¶a¶t¶a¶-¶n¶a¶m¶e¶=¶"¶s¶e¶c¶t¶i¶o¶n¶-¶t¶i¶t¶l¶e¶"¶ ¶d¶a	[107, 1314, 435, 1325]
text-line: i¶d¶e¶ ¶v¶o¶l¶e¶n¶t¶e¶ ¶i¶n¶.¶ ¶l¶.¶ ¶i¶.¶ ¶ã¶n¶a¶l¶i¶b¶u¶s¶.¶ ¶C¶.¶ ¶d¶e¶.	[93, 1261, 434, 1272]
dfg-logo: DFG	[956, 1478, 994, 1496]
text-line: p¶o¶s¶i¶t¶u¶ ¶i¶n¶.¶ ¶d¶.¶ ¶l¶.¶ ¶l¶e¶r¶ ¶f¶a¶l¶.¶ ¶s¶i¶ ¶i¶n¶t¶e¶r¶u¶e¶n¶i¶	[93, 258, 434, 269]
text-line: d¶i¶t¶ ¶p¶a¶u¶.¶ ¶d¶e¶ ¶c¶a¶.¶ ¶h¶i¶c¶ ¶q¶ ¶d¶e¶ ¶a¶u¶g¶m¶e¶t¶o¶ ¶s¶u¶b	[454, 899, 794, 910]
text-line: d¶e¶b¶i¶t¶o¶r¶ ¶h¶e¶r¶e¶d¶i¶t¶a¶t¶i¶s¶ ¶p¶t¶i¶n¶g¶e¶n¶s¶ ¶p¶o¶s¶t¶ ¶m	[107, 1330, 435, 1341]
text-line: p¶u¶e¶n¶i¶e¶n¶s¶ ¶p¶o¶s¶t¶ ¶m¶o¶r¶t¶ẽ¶ ¶t¶e¶s¶t¶a¶t¶o¶r¶i¶s¶ ¶i¶n¶ ¶n¶o	[454, 1392, 794, 1403]
text-line: f¶a¶c¶i¶t¶ ¶a¶n¶g¶.¶ ¶a¶n¶ ¶s¶t¶a¶t¶u¶t¶u¶ ¶d¶i¶c¶a¶t¶ ¶d¶e¶ ¶l¶e¶g¶a¶t¶o	[93, 1146, 435, 1157]
